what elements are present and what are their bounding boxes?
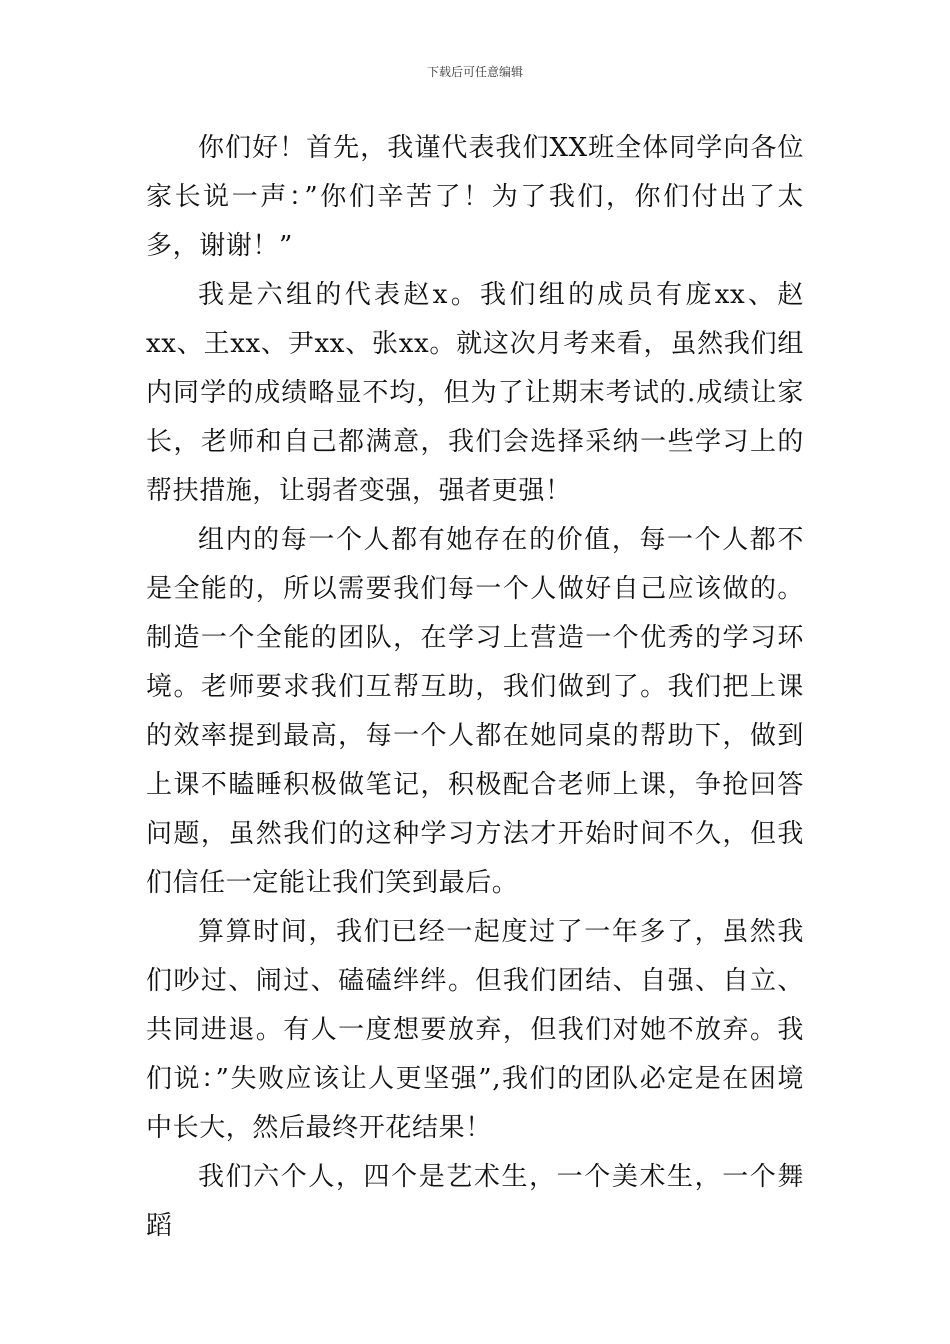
paragraph-team-value: 组内的每一个人都有她存在的价值，每一个人都不是全能的，所以需要我们每一个人做好自己应该做的。制造一个全能的团队，在学习上营造一个优秀的学习环境。老师要求我们互帮互助，我们做到了。我们把上课的效率提到最高，每一个人都在她同桌的帮助下，做到上课不瞌睡积极做笔记，积极配合老师上课，争抢回答问题，虽然我们的这种学习方法才开始时间不久，但我们信任一定能让我们笑到最后。 [146, 525, 804, 898]
header-note: 下载后可任意编辑 [426, 65, 523, 79]
paragraph-group-intro: 我是六组的代表赵x。我们组的成员有庞xx、赵xx、王xx、尹xx、张xx。就这次月考来看，虽然我们组内同学的成绩略显不均，但为了让期末考试的.成绩让家长，老师和自己都满意，我们会选择采纳一些学习上的帮扶措施，让弱者变强，强者更强！ [146, 280, 804, 506]
paragraph-members: 我们六个人，四个是艺术生，一个美术生，一个舞蹈 [146, 1162, 804, 1241]
document-body [146, 124, 804, 1251]
paragraph-time-together: 算算时间，我们已经一起度过了一年多了，虽然我们吵过、闹过、磕磕绊绊。但我们团结、自强、自立、共同进退。有人一度想要放弃，但我们对她不放弃。我们说：”失败应该让人更坚强”,我们的团队必定是在困境中长大，然后最终开花结果！ [146, 917, 804, 1143]
paragraph-greeting: 你们好！首先，我谨代表我们XX班全体同学向各位家长说一声：”你们辛苦了！为了我们，你们付出了太多，谢谢！” [146, 133, 804, 261]
